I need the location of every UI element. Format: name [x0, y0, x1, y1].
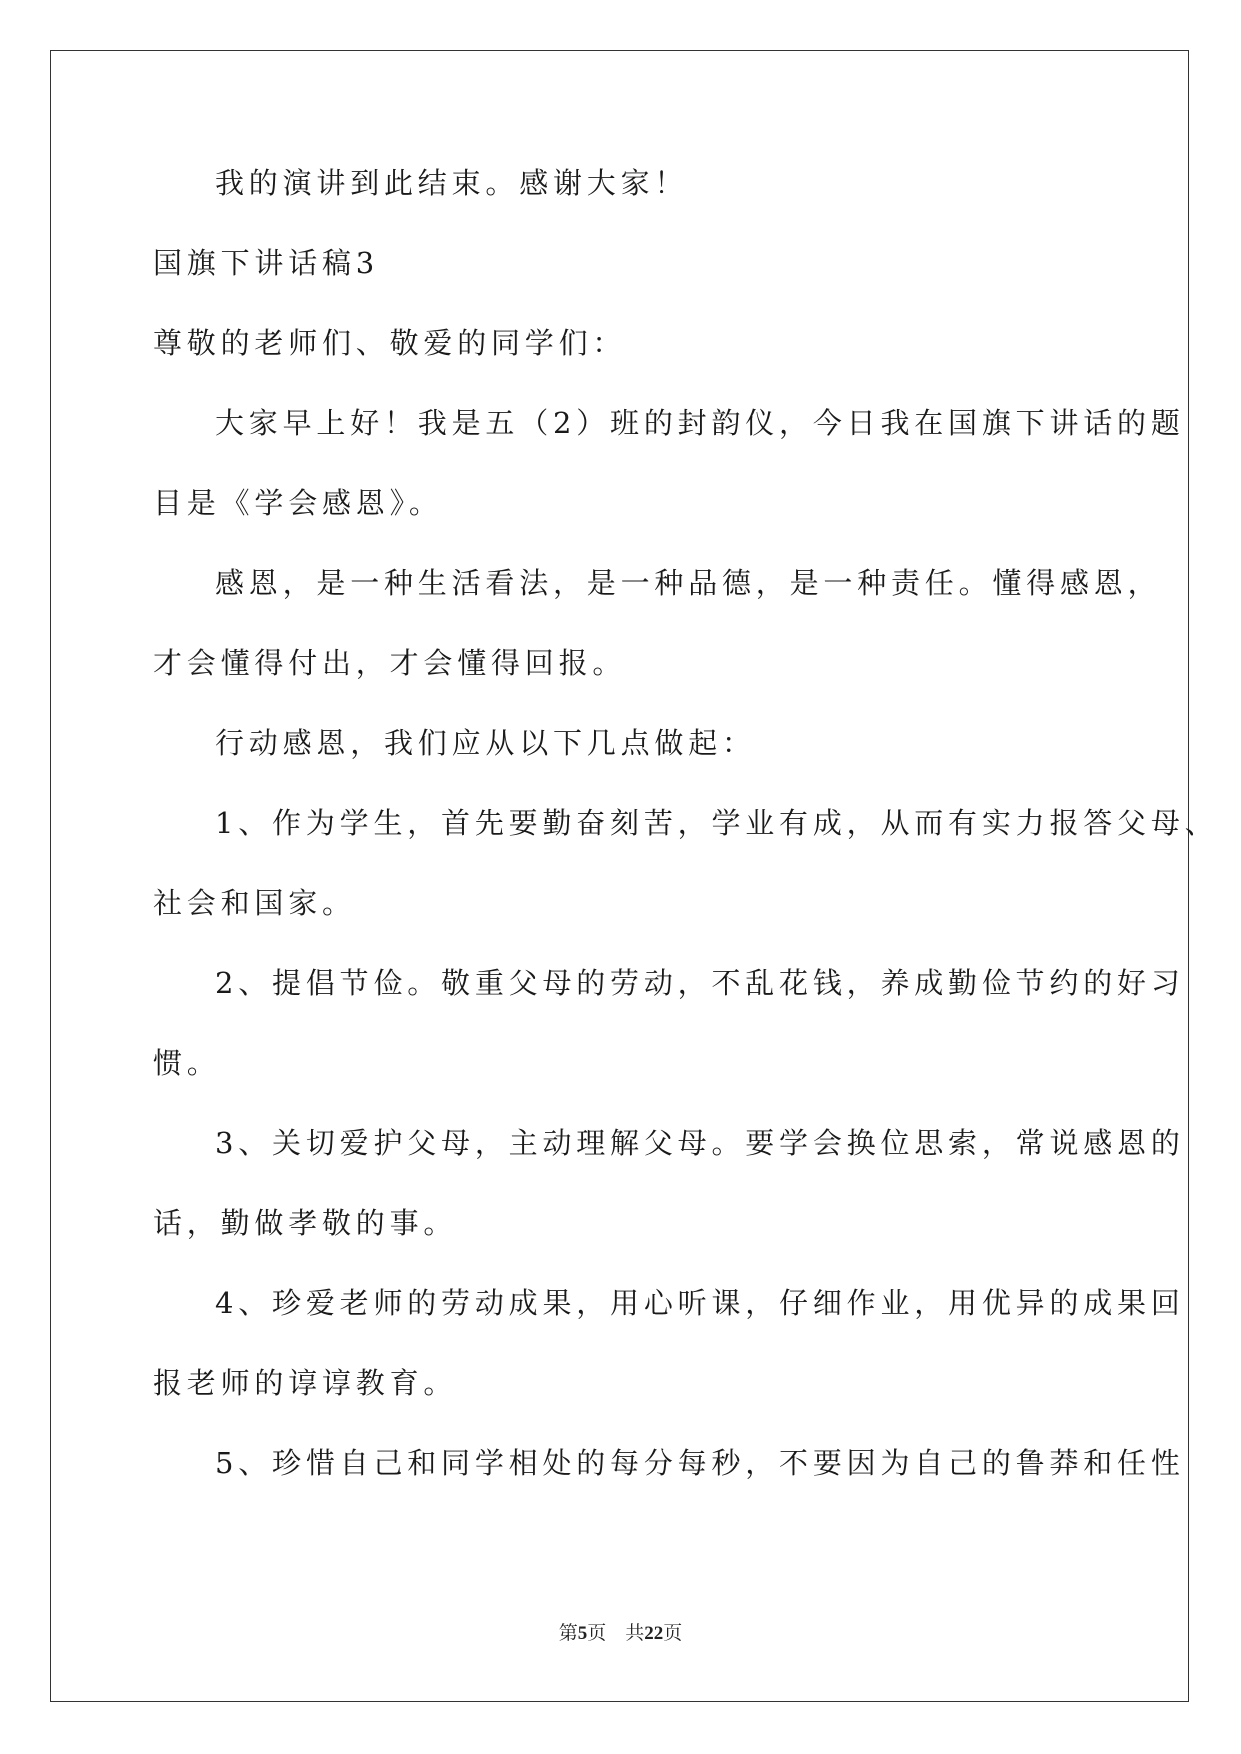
list-item-line: 社会和国家。 [153, 886, 356, 920]
paragraph-line: 行动感恩，我们应从以下几点做起： [215, 726, 756, 760]
paragraph-line: 才会懂得付出，才会懂得回报。 [153, 646, 627, 680]
list-item-line: 4、珍爱老师的劳动成果，用心听课，仔细作业，用优异的成果回 [215, 1286, 1185, 1320]
current-page-number: 5 [577, 1623, 588, 1644]
paragraph-line: 目是《学会感恩》。 [153, 486, 443, 520]
section-title: 国旗下讲话稿3 [153, 246, 380, 280]
list-item-line: 1、作为学生，首先要勤奋刻苦，学业有成，从而有实力报答父母、 [215, 806, 1219, 840]
page-footer [0, 1618, 1241, 1645]
total-suffix: 页 [663, 1623, 683, 1644]
page-suffix: 页 [587, 1623, 607, 1644]
total-pages-number: 22 [644, 1623, 664, 1644]
list-item-line: 话，勤做孝敬的事。 [153, 1206, 458, 1240]
paragraph-line: 我的演讲到此结束。感谢大家！ [215, 166, 689, 200]
salutation: 尊敬的老师们、敬爱的同学们： [153, 326, 627, 360]
list-item-line: 5、珍惜自己和同学相处的每分每秒，不要因为自己的鲁莽和任性 [215, 1446, 1185, 1480]
total-prefix: 共 [625, 1623, 645, 1644]
page-prefix: 第 [558, 1623, 578, 1644]
paragraph-line: 大家早上好！我是五（2）班的封韵仪，今日我在国旗下讲话的题 [215, 406, 1185, 440]
list-item-line: 报老师的谆谆教育。 [153, 1366, 458, 1400]
list-item-line: 2、提倡节俭。敬重父母的劳动，不乱花钱，养成勤俭节约的好习 [215, 966, 1185, 1000]
paragraph-line: 感恩，是一种生活看法，是一种品德，是一种责任。懂得感恩， [215, 566, 1162, 600]
list-item-line: 惯。 [153, 1046, 221, 1080]
list-item-line: 3、关切爱护父母，主动理解父母。要学会换位思索，常说感恩的 [215, 1126, 1185, 1160]
